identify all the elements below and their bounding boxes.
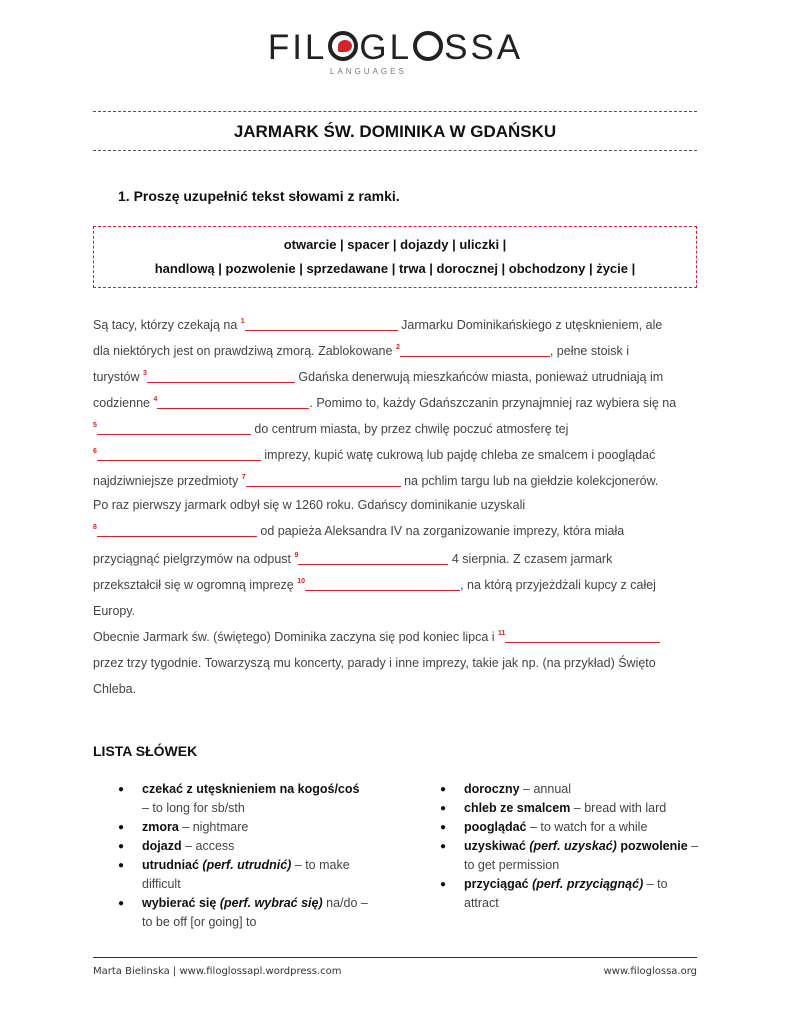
text-line: Chleba.: [93, 682, 137, 696]
text-line: $^6$ imprezy, kupić watę cukrową lub pajdę chleba ze smalcem i pooglądać: [93, 448, 656, 462]
text-line: $^8$ od papieża Aleksandra IV na zorganizowanie imprezy, która miała: [93, 524, 625, 538]
gap-number: 6: [93, 448, 97, 455]
text-line: przyciągnąć pielgrzymów na odpust $^9$ 4 sierpnia. Z czasem jarmark: [93, 552, 613, 566]
word-box-row-2: handlową | pozwolenie | sprzedawane | trwa | dorocznej | obchodzony | życie |: [154, 261, 636, 276]
task-instruction: 1. Proszę uzupełnić tekst słowami z ramki.: [118, 188, 400, 204]
text-line: przekształcił się w ogromną imprezę $^{10}$ , na którą przyjeżdżali kupcy z całej: [93, 578, 656, 592]
vocab-list-right: [440, 780, 700, 913]
filoglossa-logo: [0, 28, 791, 68]
gap-blank[interactable]: [97, 423, 251, 435]
text-line: turystów $^3$ Gdańska denerwują mieszkańców miasta, ponieważ utrudniają im: [93, 370, 664, 384]
footer-divider: [93, 957, 697, 958]
gap-number: 4: [153, 396, 158, 403]
gap-number: 3: [143, 370, 147, 377]
gap-blank[interactable]: [147, 371, 295, 383]
list-item: ● zmora – nightmare: [118, 818, 380, 837]
vocab-list-left: [118, 780, 380, 932]
logo-o-icon: [413, 31, 443, 61]
text-line: codzienne $^4$ . Pomimo to, każdy Gdańszczanin przynajmniej raz wybiera się na: [93, 396, 677, 410]
gap-number: 2: [395, 344, 400, 351]
list-item: ● pooglądać – to watch for a while: [440, 818, 700, 837]
gap-blank[interactable]: [298, 553, 448, 565]
text-line: Są tacy, którzy czekają na $^1$ Jarmarku Dominikańskiego z utęsknieniem, ale: [93, 318, 663, 332]
gap-blank[interactable]: [505, 631, 660, 643]
gap-number: 8: [93, 524, 97, 531]
speech-bubble-icon: [328, 31, 358, 61]
footer-author: Marta Bielinska | www.filoglossapl.wordpress.com: [93, 966, 342, 977]
text-line: Obecnie Jarmark św. (świętego) Dominika zaczyna się pod koniec lipca i $^{11}$: [93, 630, 697, 644]
list-item: ● chleb ze smalcem – bread with lard: [440, 799, 700, 818]
word-box: [93, 226, 697, 288]
gap-blank[interactable]: [400, 345, 550, 357]
gap-number: 1: [240, 318, 245, 325]
title-divider-top: [93, 111, 697, 112]
logo-subtitle: LANGUAGES: [330, 67, 407, 76]
gap-blank[interactable]: [97, 525, 257, 537]
list-item: ● doroczny – annual: [440, 780, 700, 799]
list-item: ● uzyskiwać (perf. uzyskać) pozwolenie – to get permission: [440, 837, 700, 875]
gap-blank[interactable]: [245, 319, 398, 331]
title-divider-bottom: [93, 150, 697, 151]
gap-blank[interactable]: [305, 579, 460, 591]
text-line: dla niektórych jest on prawdziwą zmorą. Zablokowane $^2$ , pełne stoisk i: [93, 344, 630, 358]
text-line: najdziwniejsze przedmioty $^7$ na pchlim targu lub na giełdzie kolekcjonerów.: [93, 474, 659, 488]
text-line: Po raz pierwszy jarmark odbył się w 1260 roku. Gdańscy dominikanie uzyskali: [93, 498, 526, 512]
list-item: ● wybierać się (perf. wybrać się) na/do – to be off [or going] to: [118, 894, 380, 932]
gap-number: 9: [294, 552, 299, 559]
word-box-row-1: otwarcie | spacer | dojazdy | uliczki |: [283, 237, 507, 252]
text-line: przez trzy tygodnie. Towarzyszą mu koncerty, parady i inne imprezy, takie jak np. (na przykład) Święto: [93, 656, 656, 670]
text-line: Europy.: [93, 604, 136, 618]
vocab-title: LISTA SŁÓWEK: [93, 743, 198, 759]
list-item: ● utrudniać (perf. utrudnić) – to make difficult: [118, 856, 380, 894]
gap-number: 11: [498, 630, 506, 637]
page-title: JARMARK ŚW. DOMINIKA W GDAŃSKU: [233, 122, 557, 141]
gap-number: 5: [93, 422, 97, 429]
list-item: ● czekać z utęsknieniem na kogoś/coś – to long for sb/sth: [118, 780, 380, 818]
text-line: $^5$ do centrum miasta, by przez chwilę poczuć atmosferę tej: [93, 422, 569, 436]
footer-website-link[interactable]: www.filoglossa.org: [603, 966, 697, 977]
list-item: ● dojazd – access: [118, 837, 380, 856]
gap-blank[interactable]: [97, 449, 261, 461]
logo-text-ssa: SSA: [444, 28, 524, 67]
logo-text-gl: GL: [359, 28, 413, 67]
logo-text-fil: FIL: [267, 28, 328, 67]
gap-blank[interactable]: [157, 397, 309, 409]
gap-number: 7: [241, 474, 246, 481]
list-item: ● przyciągać (perf. przyciągnąć) – to attract: [440, 875, 700, 913]
gap-number: 10: [297, 578, 306, 585]
gap-blank[interactable]: [246, 475, 401, 487]
